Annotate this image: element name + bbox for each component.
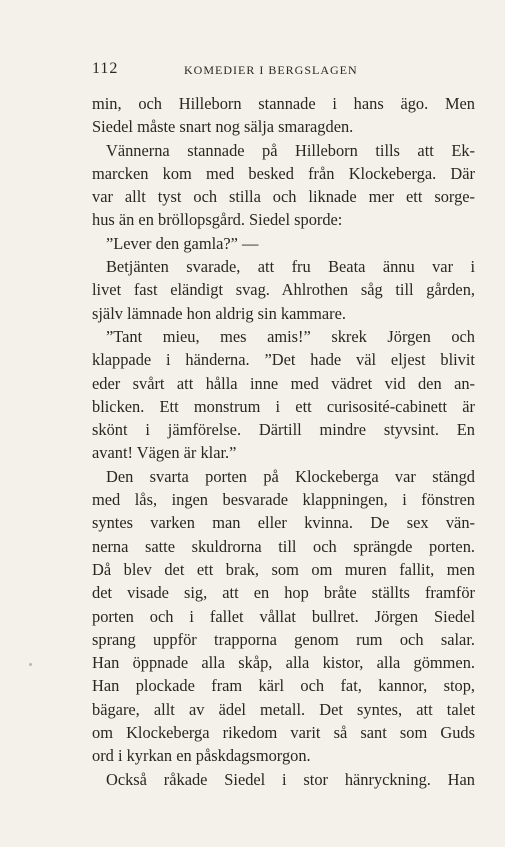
text-line: med lås, ingen besvarade klappningen, i fönstren bbox=[92, 490, 475, 510]
text-line: Också råkade Siedel i stor hänryckning. Han bbox=[106, 769, 475, 789]
page-header bbox=[92, 60, 475, 80]
text-line: Då blev det ett brak, som om muren fallit, men bbox=[92, 559, 475, 579]
text-line: livet fast eländigt svag. Ahlrothen såg till gården, bbox=[92, 280, 475, 300]
text-line: eder svårt att hålla inne med vädret vid den an- bbox=[92, 373, 475, 393]
text-line: ”Tant mieu, mes amis!” skrek Jörgen och bbox=[106, 326, 475, 346]
text-line: Vännerna stannade på Hilleborn tills att Ek- bbox=[106, 140, 475, 160]
text-line: min, och Hilleborn stannade i hans ägo. Men bbox=[92, 94, 475, 113]
text-line: hus än en bröllopsgård. Siedel sporde: bbox=[92, 210, 343, 230]
text-line: själv lämnade hon aldrig sin kammare. bbox=[92, 303, 346, 323]
text-line: bägare, allt av ädel metall. Det syntes, att talet bbox=[92, 699, 475, 719]
text-line: det visade sig, att en hop bråte ställts framför bbox=[92, 583, 475, 603]
body-text bbox=[92, 92, 475, 791]
text-line: om Klockeberga rikedom varit så sant som Guds bbox=[92, 723, 475, 743]
text-line: skönt i jämförelse. Därtill mindre styvsint. En bbox=[92, 420, 475, 440]
text-line: Den svarta porten på Klockeberga var stängd bbox=[106, 466, 475, 486]
text-line: ”Lever den gamla?” — bbox=[106, 233, 259, 253]
text-line: ord i kyrkan en påskdagsmorgon. bbox=[92, 746, 311, 766]
text-line: klappade i händerna. ”Det hade väl eljest blivit bbox=[92, 350, 475, 370]
page-number: 112 bbox=[92, 60, 119, 77]
text-line: syntes varken man eller kvinna. De sex vän- bbox=[92, 513, 475, 533]
text-line: var allt tyst och stilla och liknade mer ett sorge- bbox=[92, 187, 475, 207]
text-line: Han plockade fram kärl och fat, kannor, stop, bbox=[92, 676, 475, 696]
text-line: Betjänten svarade, att fru Beata ännu var i bbox=[106, 257, 475, 277]
text-line: nerna satte skuldrorna till och sprängde porten. bbox=[92, 536, 475, 556]
text-line: porten och i fallet vållat bullret. Jörgen Siedel bbox=[92, 606, 475, 626]
text-line: avant! Vägen är klar.” bbox=[92, 443, 237, 463]
text-line: marcken kom med besked från Klockeberga. Där bbox=[92, 163, 475, 183]
paper-speck bbox=[29, 663, 32, 666]
text-line: Siedel måste snart nog sälja smaragden. bbox=[92, 117, 354, 137]
text-line: sprang uppför trapporna genom rum och salar. bbox=[92, 629, 475, 649]
running-head: KOMEDIER I BERGSLAGEN bbox=[184, 63, 358, 77]
text-line: blicken. Ett monstrum i ett curisosité-cabinett är bbox=[92, 396, 475, 416]
text-line: Han öppnade alla skåp, alla kistor, alla gömmen. bbox=[92, 653, 475, 673]
